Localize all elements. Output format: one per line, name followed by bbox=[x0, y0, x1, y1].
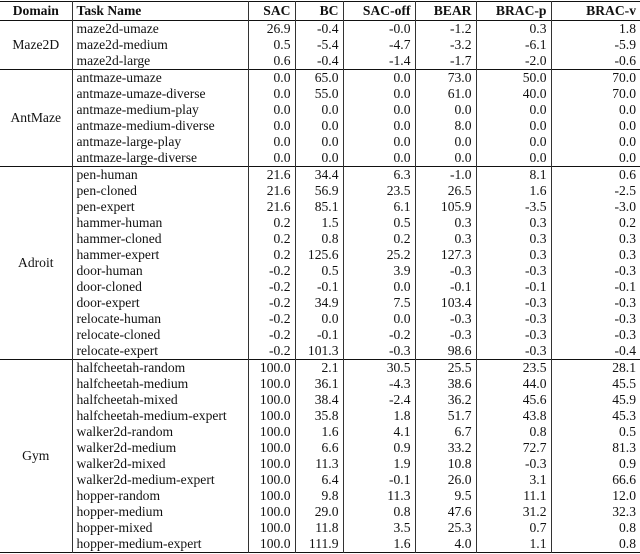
score-cell: 32.3 bbox=[551, 504, 640, 520]
score-cell: 0.0 bbox=[551, 134, 640, 150]
table-row bbox=[0, 488, 640, 504]
table-row bbox=[0, 295, 640, 311]
score-cell: 0.0 bbox=[551, 102, 640, 118]
table-row bbox=[0, 118, 640, 134]
score-cell: 0.5 bbox=[551, 424, 640, 440]
score-cell: -2.4 bbox=[343, 392, 415, 408]
score-cell: 11.8 bbox=[295, 520, 343, 536]
score-cell: 47.6 bbox=[415, 504, 476, 520]
score-cell: 0.0 bbox=[343, 279, 415, 295]
score-cell: -0.1 bbox=[295, 279, 343, 295]
score-cell: 0.0 bbox=[248, 86, 295, 102]
task-name-cell: antmaze-umaze-diverse bbox=[72, 86, 248, 102]
score-cell: 28.1 bbox=[551, 360, 640, 377]
task-name-cell: antmaze-large-play bbox=[72, 134, 248, 150]
score-cell: 0.0 bbox=[248, 150, 295, 167]
score-cell: 40.0 bbox=[476, 86, 551, 102]
score-cell: 38.6 bbox=[415, 376, 476, 392]
score-cell: 21.6 bbox=[248, 167, 295, 184]
score-cell: 56.9 bbox=[295, 183, 343, 199]
score-cell: 0.0 bbox=[343, 150, 415, 167]
score-cell: 1.5 bbox=[295, 215, 343, 231]
score-cell: 0.0 bbox=[415, 150, 476, 167]
score-cell: 38.4 bbox=[295, 392, 343, 408]
score-cell: -0.4 bbox=[295, 21, 343, 38]
score-cell: -5.4 bbox=[295, 37, 343, 53]
score-cell: 6.7 bbox=[415, 424, 476, 440]
score-cell: 36.1 bbox=[295, 376, 343, 392]
score-cell: 6.6 bbox=[295, 440, 343, 456]
score-cell: 0.8 bbox=[476, 424, 551, 440]
table-row bbox=[0, 311, 640, 327]
score-cell: 105.9 bbox=[415, 199, 476, 215]
score-cell: -0.4 bbox=[551, 343, 640, 360]
score-cell: 0.8 bbox=[551, 520, 640, 536]
score-cell: -0.1 bbox=[415, 279, 476, 295]
score-cell: -0.3 bbox=[551, 263, 640, 279]
table-row bbox=[0, 408, 640, 424]
score-cell: 10.8 bbox=[415, 456, 476, 472]
score-cell: 0.2 bbox=[248, 215, 295, 231]
task-name-cell: pen-cloned bbox=[72, 183, 248, 199]
table-row bbox=[0, 247, 640, 263]
table-row bbox=[0, 392, 640, 408]
column-header: Domain bbox=[12, 3, 59, 18]
score-cell: 0.0 bbox=[415, 102, 476, 118]
task-name-cell: halfcheetah-medium-expert bbox=[72, 408, 248, 424]
column-header: SAC bbox=[248, 2, 295, 21]
score-cell: 100.0 bbox=[248, 376, 295, 392]
task-name-cell: relocate-cloned bbox=[72, 327, 248, 343]
score-cell: 36.2 bbox=[415, 392, 476, 408]
table-row bbox=[0, 263, 640, 279]
column-header: BC bbox=[295, 2, 343, 21]
table-row bbox=[0, 327, 640, 343]
score-cell: 23.5 bbox=[343, 183, 415, 199]
score-cell: 0.0 bbox=[343, 70, 415, 87]
table-row bbox=[0, 167, 640, 184]
score-cell: 31.2 bbox=[476, 504, 551, 520]
task-name-cell: hopper-random bbox=[72, 488, 248, 504]
task-name-cell: relocate-human bbox=[72, 311, 248, 327]
score-cell: -0.2 bbox=[248, 279, 295, 295]
score-cell: -0.3 bbox=[551, 295, 640, 311]
score-cell: 0.9 bbox=[551, 456, 640, 472]
task-name-cell: halfcheetah-random bbox=[72, 360, 248, 377]
score-cell: -0.3 bbox=[476, 295, 551, 311]
score-cell: -0.2 bbox=[248, 295, 295, 311]
score-cell: 0.3 bbox=[476, 215, 551, 231]
score-cell: 35.8 bbox=[295, 408, 343, 424]
score-cell: 1.6 bbox=[295, 424, 343, 440]
score-cell: 25.2 bbox=[343, 247, 415, 263]
score-cell: 0.3 bbox=[415, 231, 476, 247]
score-cell: 29.0 bbox=[295, 504, 343, 520]
score-cell: 100.0 bbox=[248, 536, 295, 553]
score-cell: -0.0 bbox=[343, 21, 415, 38]
domain-group bbox=[0, 21, 640, 70]
score-cell: -0.4 bbox=[295, 53, 343, 70]
score-cell: 0.0 bbox=[476, 134, 551, 150]
score-cell: 0.8 bbox=[551, 536, 640, 553]
score-cell: 45.9 bbox=[551, 392, 640, 408]
score-cell: 55.0 bbox=[295, 86, 343, 102]
table-row bbox=[0, 70, 640, 87]
score-cell: 9.5 bbox=[415, 488, 476, 504]
score-cell: -0.3 bbox=[551, 311, 640, 327]
task-name-cell: maze2d-umaze bbox=[72, 21, 248, 38]
score-cell: 1.8 bbox=[343, 408, 415, 424]
table-row bbox=[0, 150, 640, 167]
score-cell: 65.0 bbox=[295, 70, 343, 87]
score-cell: -2.5 bbox=[551, 183, 640, 199]
task-name-cell: walker2d-medium bbox=[72, 440, 248, 456]
score-cell: 0.8 bbox=[343, 504, 415, 520]
score-cell: -0.1 bbox=[476, 279, 551, 295]
score-cell: 1.6 bbox=[476, 183, 551, 199]
score-cell: -0.3 bbox=[551, 327, 640, 343]
score-cell: -0.6 bbox=[551, 53, 640, 70]
score-cell: 34.9 bbox=[295, 295, 343, 311]
task-name-cell: door-cloned bbox=[72, 279, 248, 295]
score-cell: 50.0 bbox=[476, 70, 551, 87]
score-cell: 25.3 bbox=[415, 520, 476, 536]
task-name-cell: hopper-medium-expert bbox=[72, 536, 248, 553]
domain-cell: Maze2D bbox=[12, 37, 60, 52]
score-cell: 100.0 bbox=[248, 392, 295, 408]
domain-cell: Adroit bbox=[18, 255, 54, 270]
task-name-cell: relocate-expert bbox=[72, 343, 248, 360]
task-name-cell: hopper-mixed bbox=[72, 520, 248, 536]
score-cell: 43.8 bbox=[476, 408, 551, 424]
score-cell: 26.9 bbox=[248, 21, 295, 38]
score-cell: 0.3 bbox=[551, 247, 640, 263]
table-row bbox=[0, 215, 640, 231]
task-name-cell: halfcheetah-medium bbox=[72, 376, 248, 392]
score-cell: 0.0 bbox=[295, 102, 343, 118]
table-row bbox=[0, 343, 640, 360]
score-cell: -4.7 bbox=[343, 37, 415, 53]
score-cell: 61.0 bbox=[415, 86, 476, 102]
score-cell: 0.3 bbox=[476, 247, 551, 263]
score-cell: 98.6 bbox=[415, 343, 476, 360]
table-row bbox=[0, 86, 640, 102]
score-cell: 8.1 bbox=[476, 167, 551, 184]
score-cell: -0.2 bbox=[248, 311, 295, 327]
score-cell: 0.8 bbox=[295, 231, 343, 247]
score-cell: -1.2 bbox=[415, 21, 476, 38]
score-cell: 103.4 bbox=[415, 295, 476, 311]
score-cell: 0.0 bbox=[295, 134, 343, 150]
score-cell: -0.3 bbox=[476, 343, 551, 360]
score-cell: 100.0 bbox=[248, 440, 295, 456]
table-row bbox=[0, 199, 640, 215]
task-name-cell: halfcheetah-mixed bbox=[72, 392, 248, 408]
task-name-cell: door-human bbox=[72, 263, 248, 279]
score-cell: 73.0 bbox=[415, 70, 476, 87]
score-cell: 125.6 bbox=[295, 247, 343, 263]
score-cell: 0.0 bbox=[343, 86, 415, 102]
score-cell: 44.0 bbox=[476, 376, 551, 392]
table-row bbox=[0, 472, 640, 488]
task-name-cell: antmaze-medium-diverse bbox=[72, 118, 248, 134]
table-row bbox=[0, 21, 640, 38]
table-row bbox=[0, 424, 640, 440]
table-row bbox=[0, 102, 640, 118]
task-name-cell: antmaze-medium-play bbox=[72, 102, 248, 118]
score-cell: -0.1 bbox=[295, 327, 343, 343]
score-cell: 0.0 bbox=[248, 102, 295, 118]
score-cell: 0.0 bbox=[415, 134, 476, 150]
table-row bbox=[0, 134, 640, 150]
score-cell: 4.1 bbox=[343, 424, 415, 440]
task-name-cell: antmaze-large-diverse bbox=[72, 150, 248, 167]
score-cell: 85.1 bbox=[295, 199, 343, 215]
score-cell: 45.6 bbox=[476, 392, 551, 408]
score-cell: -2.0 bbox=[476, 53, 551, 70]
task-name-cell: antmaze-umaze bbox=[72, 70, 248, 87]
task-name-cell: walker2d-mixed bbox=[72, 456, 248, 472]
score-cell: 100.0 bbox=[248, 408, 295, 424]
score-cell: 0.6 bbox=[551, 167, 640, 184]
task-name-cell: hopper-medium bbox=[72, 504, 248, 520]
column-header: BRAC-p bbox=[476, 2, 551, 21]
score-cell: 26.5 bbox=[415, 183, 476, 199]
score-cell: -1.0 bbox=[415, 167, 476, 184]
task-name-cell: maze2d-medium bbox=[72, 37, 248, 53]
task-name-cell: hammer-cloned bbox=[72, 231, 248, 247]
score-cell: -1.7 bbox=[415, 53, 476, 70]
table-row bbox=[0, 504, 640, 520]
score-cell: 3.5 bbox=[343, 520, 415, 536]
column-header: BEAR bbox=[415, 2, 476, 21]
score-cell: 100.0 bbox=[248, 488, 295, 504]
domain-group bbox=[0, 167, 640, 360]
score-cell: -0.3 bbox=[415, 263, 476, 279]
score-cell: 100.0 bbox=[248, 424, 295, 440]
score-cell: 6.3 bbox=[343, 167, 415, 184]
score-cell: -0.2 bbox=[248, 263, 295, 279]
score-cell: -0.2 bbox=[343, 327, 415, 343]
score-cell: 1.8 bbox=[551, 21, 640, 38]
task-name-cell: walker2d-medium-expert bbox=[72, 472, 248, 488]
score-cell: 30.5 bbox=[343, 360, 415, 377]
score-cell: 70.0 bbox=[551, 70, 640, 87]
domain-cell: Gym bbox=[22, 448, 50, 463]
score-cell: 2.1 bbox=[295, 360, 343, 377]
score-cell: 100.0 bbox=[248, 360, 295, 377]
results-table bbox=[0, 1, 640, 553]
score-cell: 0.0 bbox=[551, 118, 640, 134]
score-cell: 0.0 bbox=[295, 150, 343, 167]
score-cell: 0.5 bbox=[343, 215, 415, 231]
score-cell: 101.3 bbox=[295, 343, 343, 360]
score-cell: 100.0 bbox=[248, 504, 295, 520]
table-row bbox=[0, 440, 640, 456]
score-cell: 0.0 bbox=[343, 118, 415, 134]
score-cell: 70.0 bbox=[551, 86, 640, 102]
domain-cell: AntMaze bbox=[10, 110, 62, 125]
score-cell: 3.1 bbox=[476, 472, 551, 488]
score-cell: 51.7 bbox=[415, 408, 476, 424]
score-cell: 0.3 bbox=[476, 231, 551, 247]
score-cell: 34.4 bbox=[295, 167, 343, 184]
table-row bbox=[0, 520, 640, 536]
score-cell: -0.3 bbox=[415, 327, 476, 343]
column-header: SAC-off bbox=[343, 2, 415, 21]
score-cell: 1.9 bbox=[343, 456, 415, 472]
table-row bbox=[0, 376, 640, 392]
score-cell: 0.9 bbox=[343, 440, 415, 456]
score-cell: 26.0 bbox=[415, 472, 476, 488]
score-cell: 11.3 bbox=[343, 488, 415, 504]
table-row bbox=[0, 360, 640, 377]
score-cell: -0.3 bbox=[415, 311, 476, 327]
score-cell: 0.0 bbox=[476, 118, 551, 134]
score-cell: -3.2 bbox=[415, 37, 476, 53]
score-cell: 33.2 bbox=[415, 440, 476, 456]
score-cell: 0.0 bbox=[476, 150, 551, 167]
score-cell: 0.6 bbox=[248, 53, 295, 70]
score-cell: 0.5 bbox=[295, 263, 343, 279]
score-cell: 0.3 bbox=[476, 21, 551, 38]
table-row bbox=[0, 279, 640, 295]
score-cell: 0.0 bbox=[343, 311, 415, 327]
task-name-cell: hammer-human bbox=[72, 215, 248, 231]
score-cell: 11.3 bbox=[295, 456, 343, 472]
score-cell: 0.2 bbox=[551, 215, 640, 231]
score-cell: 0.0 bbox=[248, 70, 295, 87]
column-header: Task Name bbox=[72, 2, 248, 21]
score-cell: 1.6 bbox=[343, 536, 415, 553]
score-cell: 0.0 bbox=[295, 311, 343, 327]
score-cell: -0.2 bbox=[248, 343, 295, 360]
table-row bbox=[0, 536, 640, 553]
score-cell: 0.3 bbox=[415, 215, 476, 231]
score-cell: 0.0 bbox=[248, 134, 295, 150]
domain-group bbox=[0, 70, 640, 167]
score-cell: 21.6 bbox=[248, 183, 295, 199]
score-cell: -3.0 bbox=[551, 199, 640, 215]
score-cell: -6.1 bbox=[476, 37, 551, 53]
table-row bbox=[0, 183, 640, 199]
score-cell: 0.7 bbox=[476, 520, 551, 536]
score-cell: 6.4 bbox=[295, 472, 343, 488]
table-row bbox=[0, 231, 640, 247]
score-cell: 100.0 bbox=[248, 456, 295, 472]
score-cell: 11.1 bbox=[476, 488, 551, 504]
score-cell: -4.3 bbox=[343, 376, 415, 392]
score-cell: 81.3 bbox=[551, 440, 640, 456]
score-cell: 127.3 bbox=[415, 247, 476, 263]
score-cell: 0.5 bbox=[248, 37, 295, 53]
score-cell: 0.2 bbox=[248, 231, 295, 247]
table-row bbox=[0, 53, 640, 70]
score-cell: -0.3 bbox=[343, 343, 415, 360]
score-cell: -1.4 bbox=[343, 53, 415, 70]
score-cell: 66.6 bbox=[551, 472, 640, 488]
task-name-cell: pen-human bbox=[72, 167, 248, 184]
score-cell: -0.1 bbox=[343, 472, 415, 488]
score-cell: 72.7 bbox=[476, 440, 551, 456]
score-cell: 9.8 bbox=[295, 488, 343, 504]
table-row bbox=[0, 37, 640, 53]
score-cell: 7.5 bbox=[343, 295, 415, 311]
score-cell: -0.3 bbox=[476, 263, 551, 279]
score-cell: 6.1 bbox=[343, 199, 415, 215]
score-cell: -0.3 bbox=[476, 311, 551, 327]
score-cell: 12.0 bbox=[551, 488, 640, 504]
score-cell: 0.0 bbox=[343, 134, 415, 150]
table-header bbox=[0, 2, 640, 21]
score-cell: 8.0 bbox=[415, 118, 476, 134]
score-cell: 0.0 bbox=[295, 118, 343, 134]
score-cell: -3.5 bbox=[476, 199, 551, 215]
task-name-cell: door-expert bbox=[72, 295, 248, 311]
score-cell: -0.1 bbox=[551, 279, 640, 295]
score-cell: 4.0 bbox=[415, 536, 476, 553]
score-cell: 45.5 bbox=[551, 376, 640, 392]
task-name-cell: pen-expert bbox=[72, 199, 248, 215]
score-cell: 25.5 bbox=[415, 360, 476, 377]
domain-group bbox=[0, 360, 640, 553]
score-cell: 100.0 bbox=[248, 472, 295, 488]
score-cell: 0.2 bbox=[343, 231, 415, 247]
score-cell: -0.3 bbox=[476, 327, 551, 343]
task-name-cell: walker2d-random bbox=[72, 424, 248, 440]
score-cell: -5.9 bbox=[551, 37, 640, 53]
task-name-cell: maze2d-large bbox=[72, 53, 248, 70]
column-header: BRAC-v bbox=[551, 2, 640, 21]
score-cell: 1.1 bbox=[476, 536, 551, 553]
table-row bbox=[0, 456, 640, 472]
score-cell: 0.2 bbox=[248, 247, 295, 263]
score-cell: -0.3 bbox=[476, 456, 551, 472]
score-cell: 0.0 bbox=[551, 150, 640, 167]
score-cell: 21.6 bbox=[248, 199, 295, 215]
score-cell: 0.0 bbox=[476, 102, 551, 118]
task-name-cell: hammer-expert bbox=[72, 247, 248, 263]
score-cell: 0.3 bbox=[551, 231, 640, 247]
score-cell: 100.0 bbox=[248, 520, 295, 536]
score-cell: 23.5 bbox=[476, 360, 551, 377]
score-cell: 3.9 bbox=[343, 263, 415, 279]
score-cell: 111.9 bbox=[295, 536, 343, 553]
score-cell: 0.0 bbox=[248, 118, 295, 134]
score-cell: 45.3 bbox=[551, 408, 640, 424]
score-cell: -0.2 bbox=[248, 327, 295, 343]
score-cell: 0.0 bbox=[343, 102, 415, 118]
